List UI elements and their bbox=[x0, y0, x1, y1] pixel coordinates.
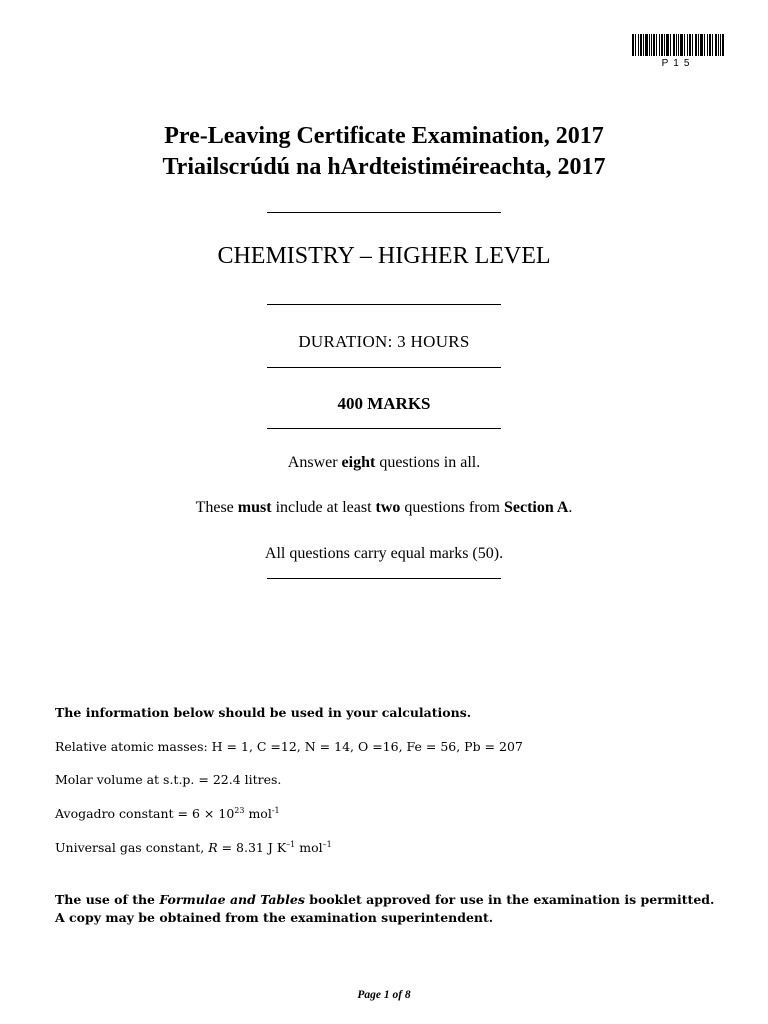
instruction-text: . bbox=[568, 499, 573, 516]
info-heading-text: The information below should be used in your calculations. bbox=[55, 705, 472, 720]
subject-title: CHEMISTRY – HIGHER LEVEL bbox=[217, 243, 551, 269]
instruction-text: These bbox=[195, 499, 238, 516]
avogadro-text: Avogadro constant = 6 × 10 bbox=[55, 806, 235, 821]
barcode bbox=[632, 34, 724, 56]
gas-constant-symbol: R bbox=[208, 840, 218, 855]
instruction-text: Answer bbox=[287, 454, 342, 471]
divider bbox=[267, 212, 501, 213]
gas-constant-unit-exponent: –1 bbox=[322, 840, 332, 849]
gas-constant-exponent: –1 bbox=[286, 840, 296, 849]
instruction-text: include at least bbox=[271, 499, 376, 516]
instruction-section-a bbox=[0, 499, 768, 517]
note-text: The use of the bbox=[55, 892, 160, 907]
instruction-emphasis: must bbox=[237, 499, 272, 516]
instruction-text: questions from bbox=[400, 499, 504, 516]
instruction-text: questions in all. bbox=[375, 454, 481, 471]
note-booklet-name: Formulae and Tables bbox=[159, 892, 305, 907]
note-text: booklet approved for use in the examination is permitted. A copy may be obtained from the examination superintendent. bbox=[55, 892, 715, 925]
divider bbox=[267, 367, 501, 368]
instruction-emphasis: two bbox=[375, 499, 401, 516]
duration: DURATION: 3 HOURS bbox=[298, 332, 470, 351]
avogadro-unit: mol bbox=[244, 806, 272, 821]
info-molar-volume: Molar volume at s.t.p. = 22.4 litres. bbox=[55, 772, 282, 787]
instruction-equal-marks: All questions carry equal marks (50). bbox=[264, 545, 504, 562]
info-gas-constant bbox=[55, 839, 715, 857]
tables-note bbox=[55, 891, 715, 927]
barcode-code: P15 bbox=[661, 58, 695, 69]
info-avogadro bbox=[55, 805, 715, 823]
info-heading bbox=[55, 704, 715, 722]
gas-constant-value: = 8.31 J K bbox=[217, 840, 287, 855]
gas-constant-text: Universal gas constant, bbox=[55, 840, 209, 855]
exam-title-irish: Triailscrúdú na hArdteistiméireachta, 2017 bbox=[162, 154, 606, 180]
info-atomic-masses: Relative atomic masses: H = 1, C =12, N = 14, O =16, Fe = 56, Pb = 207 bbox=[55, 739, 523, 754]
divider bbox=[267, 428, 501, 429]
exam-title: Pre-Leaving Certificate Examination, 2017 bbox=[164, 123, 604, 149]
gas-constant-unit: mol bbox=[295, 840, 323, 855]
instruction-answer-count bbox=[0, 454, 768, 472]
page-number: Page 1 of 8 bbox=[357, 989, 411, 1001]
total-marks: 400 MARKS bbox=[337, 394, 431, 413]
instruction-emphasis: eight bbox=[341, 454, 376, 471]
divider bbox=[267, 304, 501, 305]
avogadro-unit-exponent: -1 bbox=[271, 806, 280, 815]
instruction-emphasis: Section A bbox=[503, 499, 569, 516]
divider bbox=[267, 578, 501, 579]
avogadro-exponent: 23 bbox=[234, 806, 245, 815]
